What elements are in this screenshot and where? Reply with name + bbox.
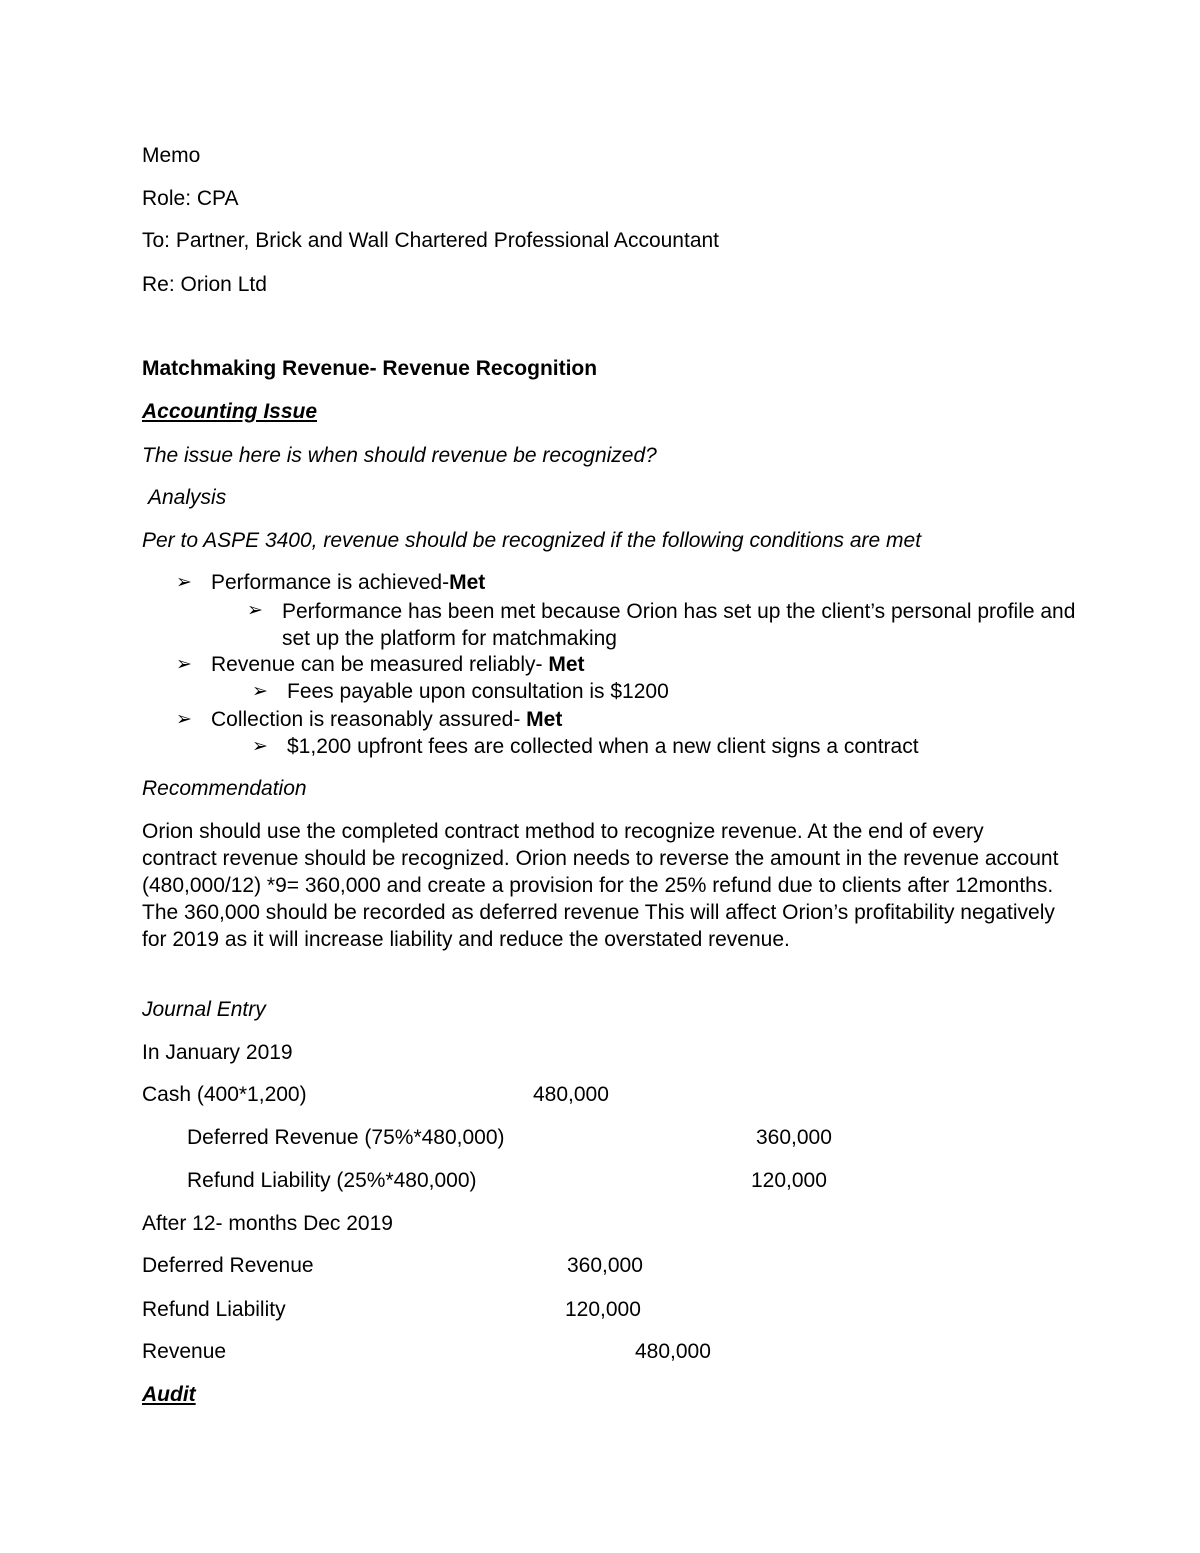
- journal-amount: 480,000: [533, 1083, 609, 1106]
- arrow-bullet-icon: ➢: [247, 600, 263, 621]
- arrow-bullet-icon: ➢: [252, 736, 268, 757]
- memo-title: Memo: [142, 144, 201, 167]
- condition-status: Met: [526, 708, 563, 731]
- journal-account: Refund Liability (25%*480,000): [187, 1169, 477, 1192]
- recommendation-text: Orion should use the completed contract method to recognize revenue. At the end of every contract revenue should be recognized. Orion needs to reverse the amount in the revenue account (480,000/12) *9= 360,000 and create a provision for the 25% refund due to clients after 12months. The 360,000 should be recorded as deferred revenue This will affect Orion’s profitability negatively for 2019 as it will increase liability and reduce the overstated revenue.: [142, 820, 1059, 951]
- memo-re: Re: Orion Ltd: [142, 273, 267, 296]
- journal-date: After 12- months Dec 2019: [142, 1212, 393, 1235]
- journal-account: Deferred Revenue: [142, 1254, 314, 1277]
- journal-amount: 120,000: [565, 1298, 641, 1321]
- condition-text: Performance is achieved-: [211, 571, 450, 594]
- journal-amount: 480,000: [635, 1340, 711, 1363]
- condition-detail: Performance has been met because Orion has set up the client’s personal profile and set up the platform for matchmaking: [282, 600, 1076, 650]
- journal-date: In January 2019: [142, 1041, 293, 1064]
- recommendation-heading: Recommendation: [142, 777, 307, 800]
- issue-text: The issue here is when should revenue be recognized?: [142, 444, 657, 467]
- condition-item: [211, 570, 485, 596]
- arrow-bullet-icon: ➢: [176, 654, 192, 675]
- journal-account: Deferred Revenue (75%*480,000): [187, 1126, 505, 1149]
- condition-status: Met: [449, 571, 486, 594]
- condition-detail: $1,200 upfront fees are collected when a new client signs a contract: [287, 735, 919, 758]
- accounting-issue-heading: Accounting Issue: [142, 400, 318, 423]
- journal-account: Refund Liability: [142, 1298, 286, 1321]
- memo-to: To: Partner, Brick and Wall Chartered Professional Accountant: [142, 229, 720, 252]
- journal-account: Revenue: [142, 1340, 227, 1363]
- condition-detail: Fees payable upon consultation is $1200: [287, 680, 669, 703]
- condition-text: Collection is reasonably assured-: [211, 708, 527, 731]
- condition-text: Revenue can be measured reliably-: [211, 653, 549, 676]
- condition-status: Met: [548, 653, 585, 676]
- arrow-bullet-icon: ➢: [252, 681, 268, 702]
- arrow-bullet-icon: ➢: [176, 572, 192, 593]
- journal-account: Cash (400*1,200): [142, 1083, 307, 1106]
- journal-amount: 360,000: [756, 1126, 832, 1149]
- condition-item: [211, 652, 585, 678]
- condition-item: [211, 707, 562, 733]
- journal-amount: 120,000: [751, 1169, 827, 1192]
- journal-heading: Journal Entry: [142, 998, 266, 1021]
- memo-role: Role: CPA: [142, 187, 239, 210]
- analysis-heading: Analysis: [148, 486, 227, 509]
- arrow-bullet-icon: ➢: [176, 709, 192, 730]
- audit-heading: Audit: [142, 1383, 196, 1406]
- analysis-intro: Per to ASPE 3400, revenue should be recognized if the following conditions are met: [142, 529, 922, 552]
- section-heading: Matchmaking Revenue- Revenue Recognition: [142, 357, 598, 380]
- journal-amount: 360,000: [567, 1254, 643, 1277]
